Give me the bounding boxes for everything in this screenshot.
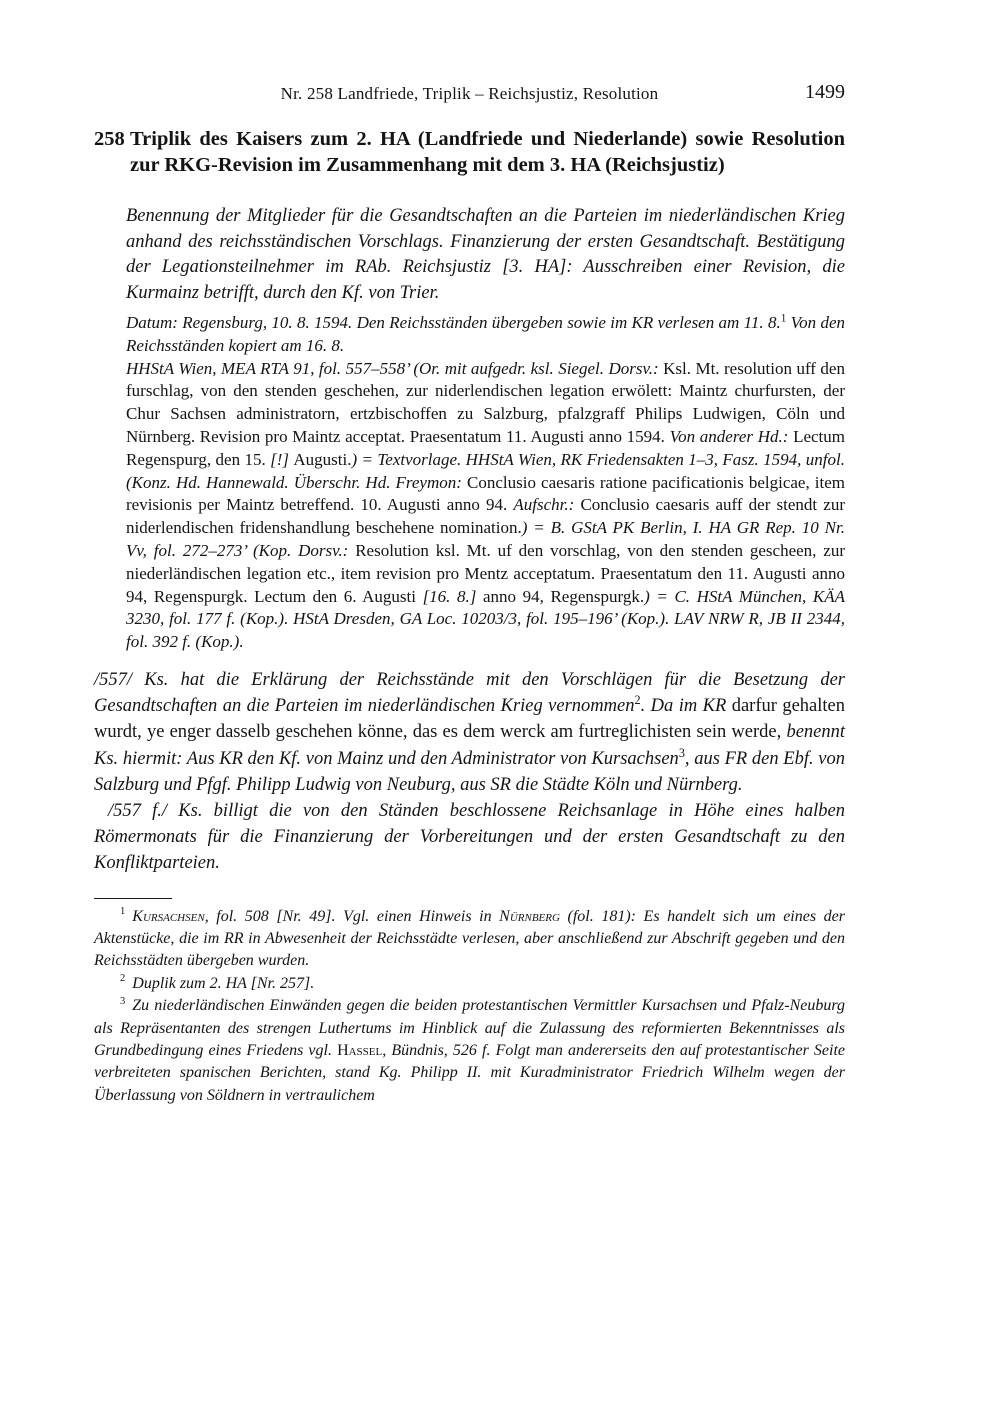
footnote-marker-3: 3 — [120, 995, 126, 1007]
body-text — [94, 667, 845, 877]
regest-text: , aus FR den Ebf. von Salzburg und Pfgf. Philipp Ludwig von Neuburg, aus SR die Städte Köln und Nürnberg. — [94, 748, 845, 795]
footnote-marker-2: 2 — [120, 973, 126, 985]
cited-source-name: Kursachsen — [132, 907, 205, 925]
footnote-3 — [94, 995, 845, 1107]
dorsal-note-quote: Ksl. Mt. resolution uff den furschlag, von den stenden geschehen, zur niderlendischen legation erwölett: Maintz churfursten, der Chur Sachsen administratorn, ertzbischoffen zu Salzburg, pfalzgraff Philips Ludwigen, Cöln und Nürnberg. Revision pro Maintz acceptat. Praesentatum 11. Augusti anno 1594. — [126, 358, 845, 446]
dorsal-note-quote: Augusti. — [293, 449, 352, 469]
source-quote: darfur gehalten wurdt, ye enger dasselb geschehen könne, das es dem werck am furtreglichisten sein werde, — [94, 696, 846, 743]
regest-text: benennt Ks. hiermit: Aus KR den Kf. von Mainz und den Administrator von Kursachsen — [94, 722, 845, 769]
inscription-quote: Conclusio caesaris auff der stendt zur niderlendischen fridenshandlung beschehene nomination. — [126, 495, 845, 538]
footnote-2 — [94, 973, 845, 995]
footnote-text: Duplik zum 2. HA [Nr. 257]. — [132, 974, 315, 992]
footnote-ref-2: 2 — [634, 693, 641, 707]
footnotes — [94, 898, 845, 1108]
regest-text: /557/ Ks. hat die Erklärung der Reichsstände mit den Vorschlägen für die Besetzung der Gesandtschaften an die Parteien im niederländischen Krieg vernommen — [94, 669, 845, 717]
footnote-separator — [94, 898, 172, 899]
footnote-text: Zu niederländischen Einwänden gegen die beiden protestantischen Vermittler Kursachsen und Pfalz-Neuburg als Repräsentanten des strengen Luthertums im Hinblick auf die Zulassung des reformierten Bekenntnisses als Grundbedingung eines Friedens vgl. — [94, 997, 845, 1060]
page-number: 1499 — [805, 81, 845, 103]
inscription-quote: Conclusio caesaris ratione pacificationis belgicae, item revisionis per Maintz betreffend. 10. Augusti anno 94. — [126, 472, 845, 515]
footnote-ref-3: 3 — [678, 745, 685, 760]
dorsal-note-quote: Lectum Regenspurg, den 15. — [126, 426, 845, 469]
document-heading — [94, 126, 845, 178]
editorial-note: Von anderer Hd.: — [669, 426, 794, 446]
source-siglum: HHStA Wien, MEA RTA 91, fol. 557–558’ (Or. mit aufgedr. ksl. Siegel. Dorsv.: — [126, 358, 664, 378]
footnote-ref-1: 1 — [780, 312, 787, 325]
provenance-datum-text: Von den Reichsständen kopiert am 16. 8. — [126, 313, 845, 355]
footnote-text: , fol. 508 [Nr. 49]. Vgl. einen Hinweis in — [204, 907, 500, 925]
footnote-text: , Bündnis, 526 f. Folgt man andererseits den auf protestantischer Seite verbreiteten spanischen Berichten, stand Kg. Philipp II. mit Kuradministrator Friedrich Wilhelm wegen der Überlassung von Söldnern in vertraulichem — [94, 1042, 845, 1104]
heading-number: 258 — [94, 128, 125, 150]
cited-author-name: Hassel — [337, 1042, 383, 1060]
dorsal-note-quote: Resolution ksl. Mt. uf den vorschlag, von den stenden gescheen, zur niederländischen legation etc., item revision pro Mentz acceptatum. Praesentatum den 11. Augusti anno 94, Regenspurgk. Lectum den 6. Augusti — [126, 540, 845, 606]
provenance-datum — [126, 312, 845, 358]
regest-text: /557 f./ Ks. billigt die von den Ständen beschlossene Reichsanlage in Höhe eines halben Römermonats für die Finanzierung der Vorbereitungen und der ersten Gesandtschaft zu den Konfliktparteien. — [94, 800, 845, 874]
body-paragraph-2 — [94, 798, 845, 877]
editorial-sic: [!] — [270, 449, 294, 469]
running-head — [94, 81, 845, 108]
footnote-1 — [94, 906, 845, 973]
provenance-sources — [126, 358, 845, 654]
cited-source-name: Nürnberg — [499, 907, 560, 925]
running-head-title: Nr. 258 Landfriede, Triplik – Reichsjustiz, Resolution — [280, 84, 659, 103]
source-siglum: ) = B. GStA PK Berlin, I. HA GR Rep. 10 Nr. Vv, fol. 272–273’ (Kop. Dorsv.: — [126, 518, 845, 560]
regest-text: . Da im KR — [640, 696, 732, 717]
provenance-datum-text: Datum: Regensburg, 10. 8. 1594. Den Reichsständen übergeben sowie im KR verlesen am 11. 8. — [126, 313, 781, 332]
editorial-insertion: [16. 8.] — [422, 586, 483, 606]
summary-paragraph: Benennung der Mitglieder für die Gesandtschaften an die Parteien im niederländischen Krieg anhand des reichsständischen Vorschlags. Finanzierung der ersten Gesandtschaft. Bestätigung der Legationsteilnehmer im RAb. Reichsjustiz [3. HA]: Ausschreiben einer Revision, die Kurmainz betrifft, durch den Kf. von Trier. — [126, 206, 845, 303]
editorial-note: Aufschr.: — [513, 495, 581, 515]
provenance-block — [126, 312, 845, 654]
body-paragraph-1 — [94, 667, 845, 798]
source-siglum: ) = C. HStA München, KÄA 3230, fol. 177 f. (Kop.). HStA Dresden, GA Loc. 10203/3, fol. 195–196’ (Kop.). LAV NRW R, JB II 2344, fol. 392 f. (Kop.). — [126, 586, 845, 652]
footnote-text: (fol. 181): Es handelt sich um eines der Aktenstücke, die im RR in Abwesenheit der Reichsstädte verlesen, aber anschließend zur Abschrift gegeben und den Reichsstädten übergeben wurden. — [94, 907, 845, 970]
source-siglum: ) = Textvorlage. HHStA Wien, RK Friedensakten 1–3, Fasz. 1594, unfol. (Konz. Hd. Hannewald. Überschr. Hd. Freymon: — [126, 449, 845, 492]
dorsal-note-quote: anno 94, Regenspurgk. — [482, 586, 645, 606]
footnote-marker-1: 1 — [120, 906, 126, 918]
heading-title: Triplik des Kaisers zum 2. HA (Landfriede und Niederlande) sowie Resolution zur RKG-Revision im Zusammenhang mit dem 3. HA (Reichsjustiz) — [130, 128, 845, 176]
